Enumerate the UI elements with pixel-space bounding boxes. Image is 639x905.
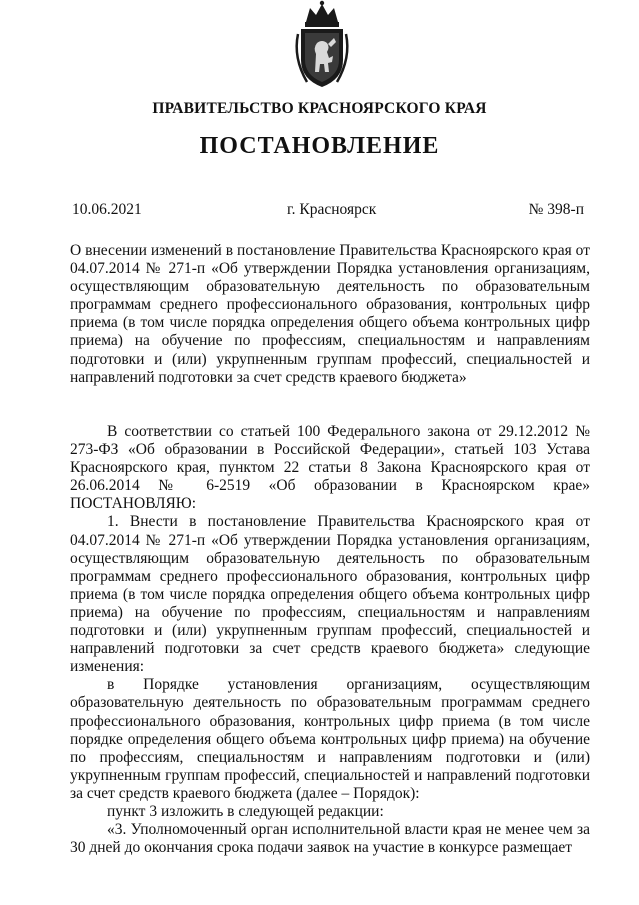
document-number: № 398-п <box>528 201 584 218</box>
document-city: г. Красноярск <box>287 201 377 218</box>
subject-text: О внесении изменений в постановление Правительства Красноярского края от 04.07.2014 № 271-п «Об утверждении Порядка установления организациям, осуществляющим образовательную деятельность по образовательным программам среднего профессионального образования, контрольных цифр приема (в том числе порядка определения общего объема контрольных цифр приема) на обучение по профессиям, специальностям и направлениям подготовки и (или) укрупненным группам профессий, специальностей и направлений подготовки за счет средств краевого бюджета» <box>70 242 590 386</box>
document-date: 10.06.2021 <box>72 201 142 218</box>
body-paragraph: «3. Уполномоченный орган исполнительной власти края не менее чем за 30 дней до окончания срока подачи заявок на участие в конкурсе размещает <box>70 821 590 857</box>
government-name: ПРАВИТЕЛЬСТВО КРАСНОЯРСКОГО КРАЯ <box>152 100 487 117</box>
krasnoyarsk-coat-of-arms-icon <box>289 0 355 90</box>
body-paragraph: 1. Внести в постановление Правительства Красноярского края от 04.07.2014 № 271-п «Об утверждении Порядка установления организациям, осуществляющим образовательную деятельность по образовательным программам среднего профессионального образования, контрольных цифр приема (в том числе порядка определения общего объема контрольных цифр приема) на обучение по профессиям, специальностям и направлениям подготовки и (или) укрупненным группам профессий, специальностей и направлений подготовки за счет средств краевого бюджета» следующие изменения: <box>70 513 590 676</box>
document-subject <box>70 242 590 387</box>
document-type-title: ПОСТАНОВЛЕНИЕ <box>199 133 440 159</box>
body-paragraph: в Порядке установления организациям, осуществляющим образовательную деятельность по образовательным программам среднего профессионального образования, контрольных цифр приема (в том числе порядке определения общего объема контрольных цифр приема) на обучение по профессиям, специальностям и направлениям подготовки и (или) укрупненным группам профессий, специальностей и направлений подготовки за счет средств краевого бюджета (далее – Порядок): <box>70 676 590 802</box>
body-paragraph: пункт 3 изложить в следующей редакции: <box>107 802 384 820</box>
document-body <box>70 423 590 857</box>
body-paragraph: В соответствии со статьей 100 Федерального закона от 29.12.2012 № 273-ФЗ «Об образовании в Российской Федерации», статьей 103 Устава Красноярского края, пунктом 22 статьи 8 Закона Красноярского края от 26.06.2014 № 6-2519 «Об образовании в Красноярском крае» ПОСТАНОВЛЯЮ: <box>70 423 590 513</box>
